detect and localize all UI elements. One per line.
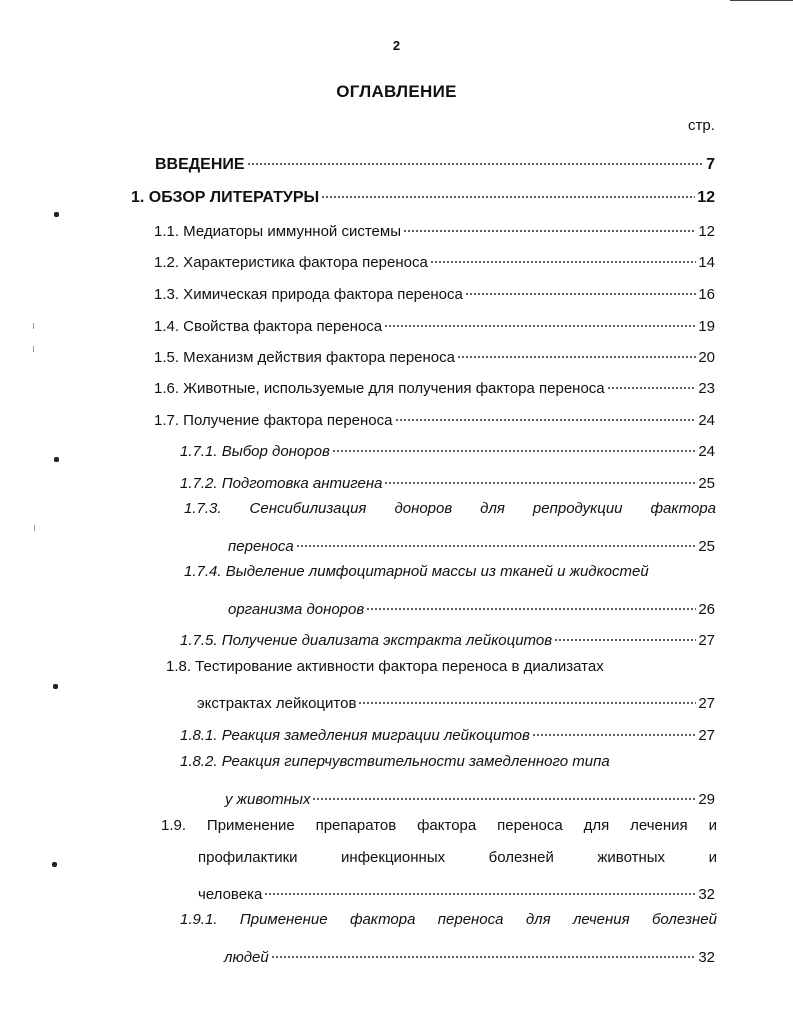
toc-entry-text: переноса [228,538,294,555]
toc-word: фактора [417,817,477,834]
toc-entry-page: 32 [698,949,715,966]
toc-entry-text: ВВЕДЕНИЕ [155,156,245,173]
leader-dots [332,436,697,456]
toc-entry-s1-4[interactable] [154,311,715,335]
toc-entry-page: 7 [706,156,715,173]
leader-dots [247,149,705,169]
leader-dots [271,942,697,962]
toc-entry-page: 12 [698,223,715,240]
toc-entry-s1-8-2-line1[interactable]: 1.8.2. Реакция гиперчувствительности замедленного типа [180,753,610,770]
toc-entry-s1-7-3-line2[interactable] [228,531,715,555]
binder-hole-mark [52,862,57,867]
toc-entry-page: 26 [698,601,715,618]
scan-artifact [34,525,35,531]
toc-entry-page: 29 [698,791,715,808]
page-column-label: стр. [688,117,715,134]
leader-dots [264,879,696,899]
scan-edge-line [730,0,793,2]
toc-word: репродукции [532,500,623,517]
leader-dots [554,625,696,645]
toc-word: Сенсибилизация [249,500,367,517]
toc-entry-s1-7[interactable] [154,405,715,429]
scan-artifact [33,323,34,329]
toc-entry-page: 24 [698,443,715,460]
toc-entry-s1[interactable] [131,182,715,206]
toc-entry-s1-9-1-line2[interactable] [224,942,715,966]
toc-entry-text: 1.4. Свойства фактора переноса [154,318,383,335]
toc-word: Применение [239,911,328,928]
toc-entry-text: 1.7.5. Получение диализата экстракта лейкоцитов [180,632,553,649]
leader-dots [430,247,697,267]
leader-dots [532,720,696,740]
page-number: 2 [392,38,401,53]
toc-entry-page: 16 [698,286,715,303]
toc-entry-page: 25 [698,538,715,555]
toc-entry-text: 1.2. Характеристика фактора переноса [154,254,428,271]
leader-dots [465,279,696,299]
scan-artifact [33,346,34,352]
toc-entry-page: 27 [698,695,715,712]
toc-entry-text: 1. ОБЗОР ЛИТЕРАТУРЫ [131,189,320,206]
toc-entry-page: 27 [698,727,715,744]
leader-dots [384,311,696,331]
toc-entry-s1-1[interactable] [154,216,715,240]
toc-word: доноров [394,500,453,517]
toc-word: фактора [650,500,716,517]
toc-word: фактора [349,911,416,928]
toc-entry-page: 14 [698,254,715,271]
toc-entry-s1-6[interactable] [154,373,715,397]
toc-word: переноса [437,911,504,928]
toc-word: и [708,849,717,866]
toc-entry-s1-9-1-line1[interactable] [180,910,717,930]
toc-word: инфекционных [341,849,446,866]
toc-entry-text: людей [224,949,269,966]
toc-entry-text: человека [198,886,263,903]
toc-entry-s1-7-3-line1[interactable] [184,499,716,519]
binder-hole-mark [54,212,59,217]
toc-entry-text: 1.3. Химическая природа фактора переноса [154,286,463,303]
toc-entry-s1-8-line2[interactable] [197,688,715,712]
toc-entry-text: экстрактах лейкоцитов [197,695,357,712]
toc-entry-s1-7-5[interactable] [180,625,715,649]
toc-word: и [708,817,717,834]
toc-entry-text: 1.8.1. Реакция замедления миграции лейкоцитов [180,727,530,744]
page-title: ОГЛАВЛЕНИЕ [336,82,457,101]
binder-hole-mark [54,457,59,462]
toc-entry-s1-5[interactable] [154,342,715,366]
toc-entry-page: 19 [698,318,715,335]
binder-hole-mark [53,684,58,689]
toc-entry-page: 24 [698,412,715,429]
toc-entry-s1-9-line3[interactable] [198,879,715,903]
toc-word: болезней [488,849,554,866]
leader-dots [296,531,697,551]
toc-entry-text: 1.7. Получение фактора переноса [154,412,393,429]
toc-word: переноса [497,817,563,834]
toc-entry-s1-2[interactable] [154,247,715,271]
leader-dots [457,342,696,362]
toc-word: для [583,817,610,834]
toc-entry-intro[interactable] [155,149,715,173]
toc-entry-text: 1.1. Медиаторы иммунной системы [154,223,401,240]
leader-dots [312,784,696,804]
toc-entry-text: 1.7.1. Выбор доноров [180,443,330,460]
toc-entry-page: 25 [698,475,715,492]
leader-dots [607,373,697,393]
toc-entry-text: организма доноров [228,601,365,618]
toc-entry-s1-8-2-line2[interactable] [225,784,715,808]
toc-entry-s1-9-line2[interactable] [198,848,717,868]
toc-entry-page: 23 [698,380,715,397]
toc-word: лечения [630,817,688,834]
toc-entry-text: 1.7.2. Подготовка антигена [180,475,383,492]
toc-word: Применение [206,817,295,834]
toc-entry-text: у животных [225,791,311,808]
toc-word: 1.7.3. [184,500,222,517]
toc-entry-page: 27 [698,632,715,649]
toc-entry-s1-7-4-line1[interactable]: 1.7.4. Выделение лимфоцитарной массы из тканей и жидкостей [184,563,649,580]
toc-entry-s1-7-4-line2[interactable] [228,594,715,618]
leader-dots [395,405,697,425]
toc-word: для [480,500,505,517]
leader-dots [366,594,696,614]
toc-entry-page: 20 [698,349,715,366]
toc-entry-page: 12 [697,189,715,206]
toc-word: для [525,911,551,928]
toc-entry-s1-7-2[interactable] [180,468,715,492]
toc-entry-s1-9-line1[interactable] [161,816,717,836]
toc-entry-s1-8-line1[interactable]: 1.8. Тестирование активности фактора переноса в диализатах [166,658,604,675]
leader-dots [358,688,696,708]
toc-word: животных [597,849,666,866]
toc-entry-s1-3[interactable] [154,279,715,303]
toc-entry-page: 32 [698,886,715,903]
leader-dots [384,468,696,488]
toc-word: 1.9. [161,817,187,834]
toc-word: 1.9.1. [180,911,218,928]
toc-word: лечения [572,911,630,928]
toc-word: болезней [651,911,717,928]
toc-entry-text: 1.6. Животные, используемые для получения фактора переноса [154,380,605,397]
toc-entry-s1-8-1[interactable] [180,720,715,744]
toc-entry-s1-7-1[interactable] [180,436,715,460]
toc-word: профилактики [198,849,298,866]
toc-word: препаратов [315,817,397,834]
leader-dots [403,216,696,236]
leader-dots [321,182,695,202]
toc-entry-text: 1.5. Механизм действия фактора переноса [154,349,455,366]
